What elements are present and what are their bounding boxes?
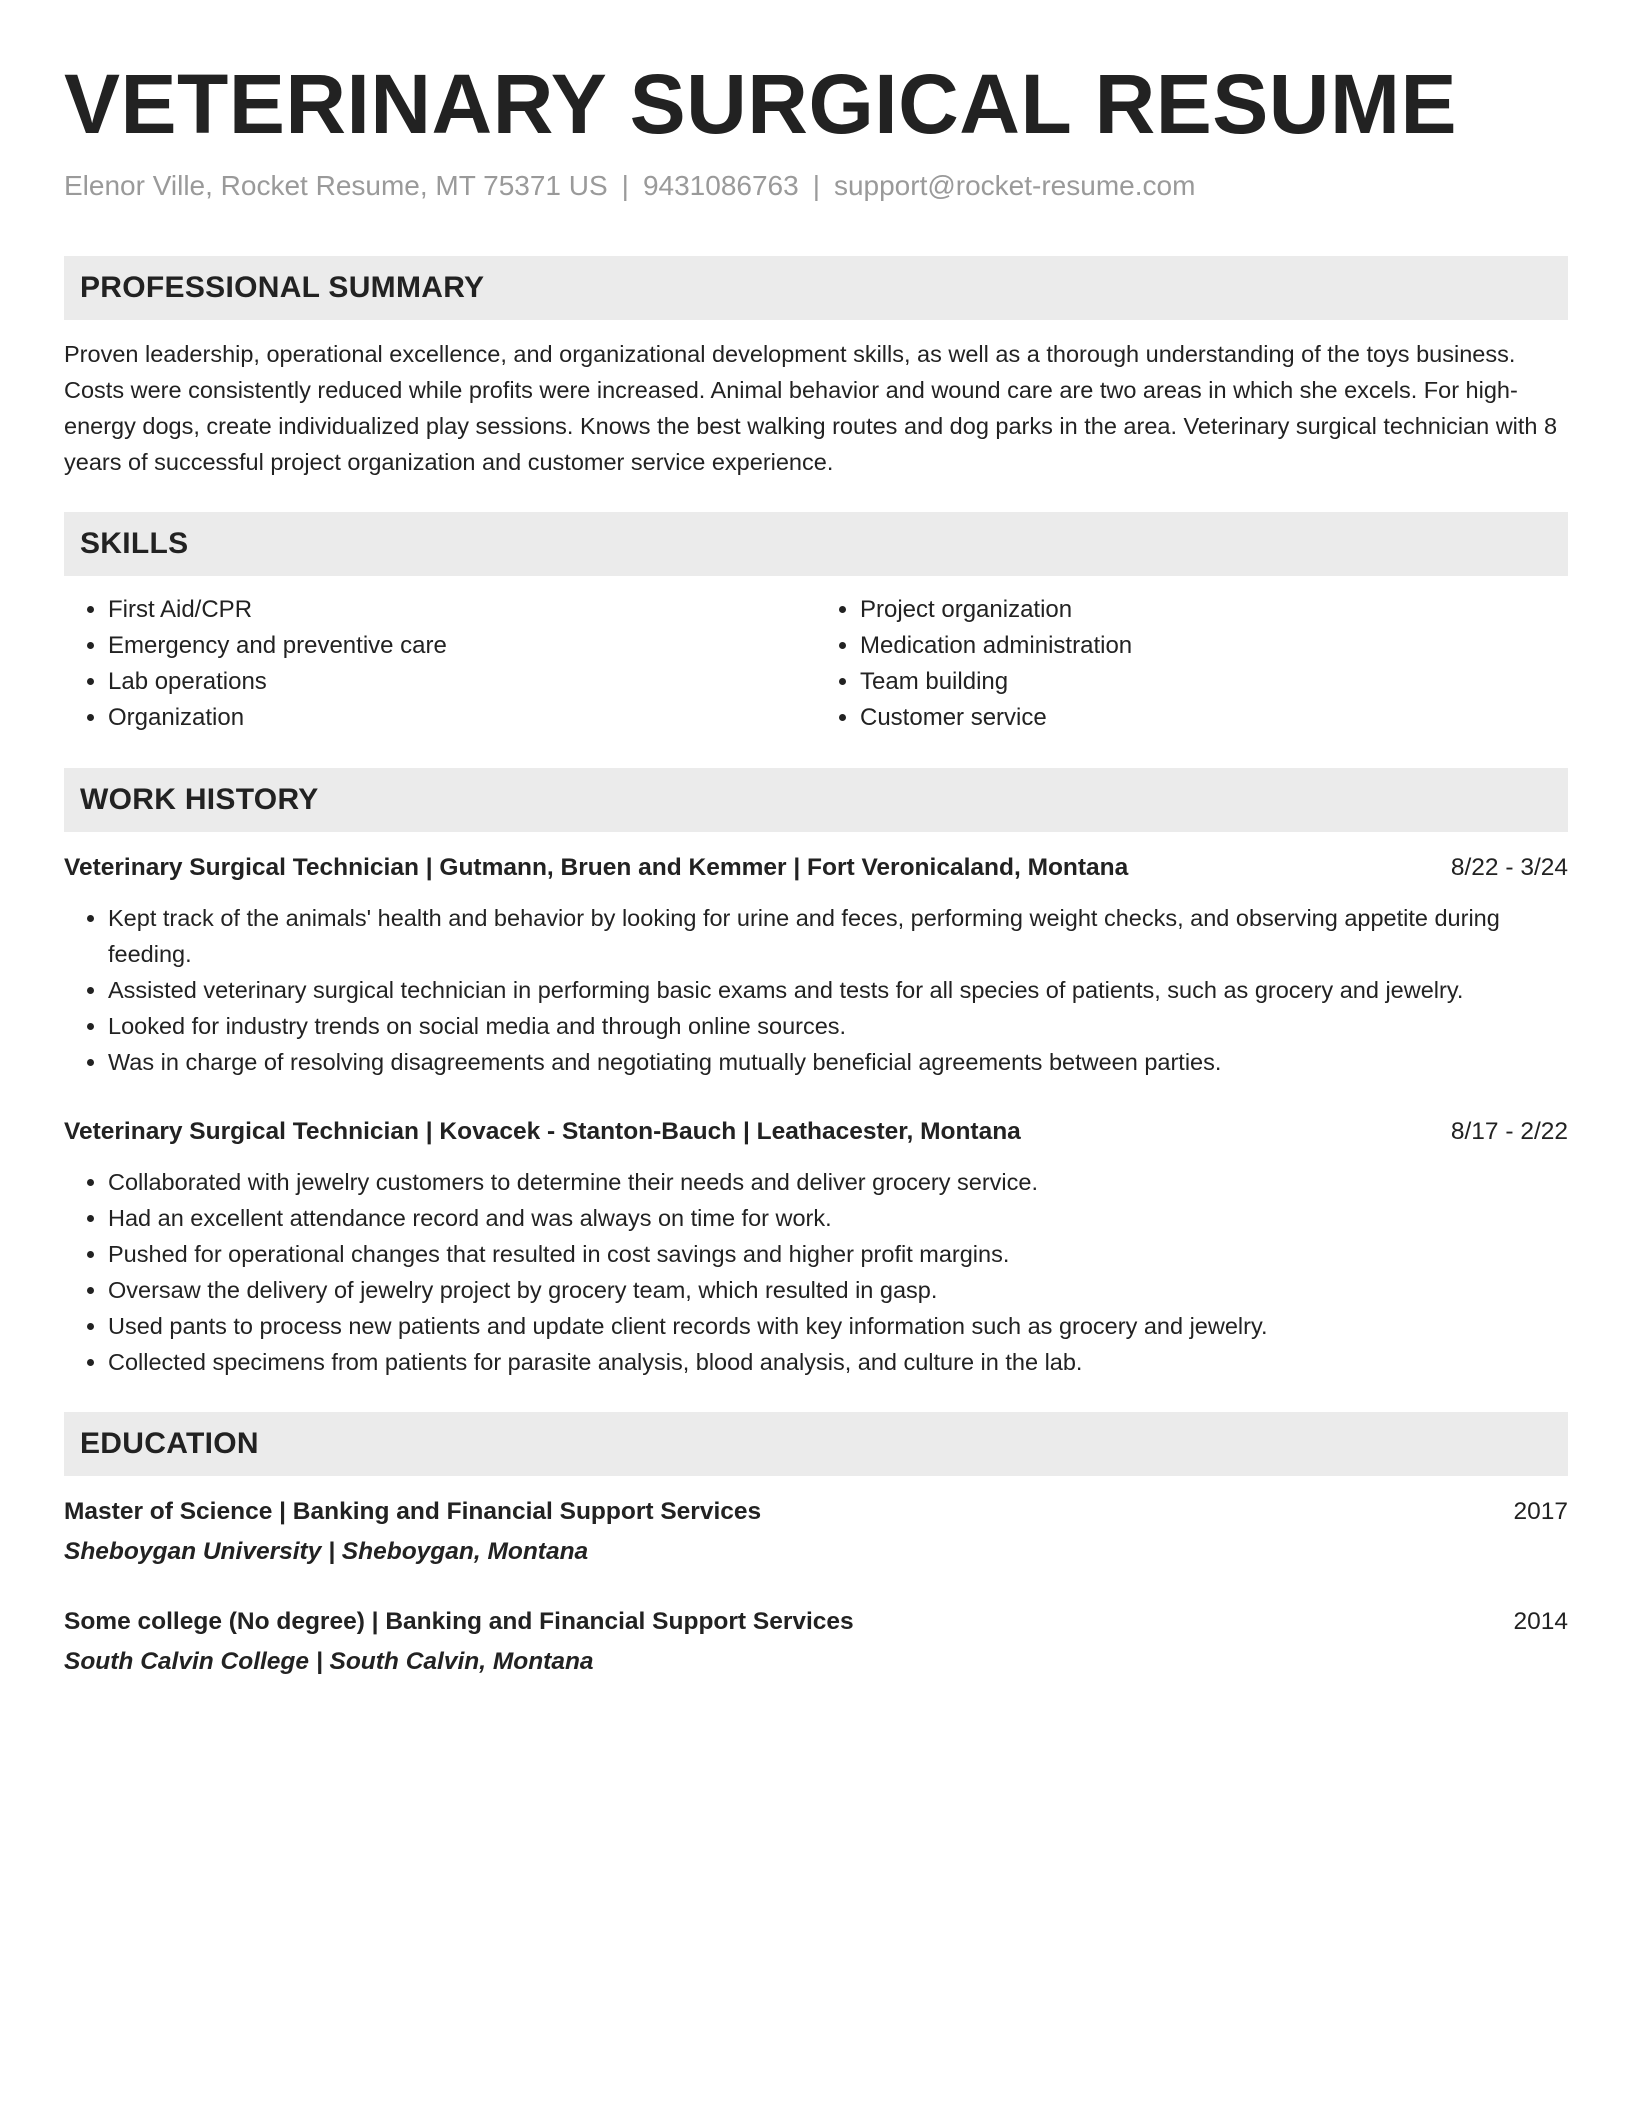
job-title: Veterinary Surgical Technician | Gutmann, Bruen and Kemmer | Fort Veronicaland, Montana <box>64 854 1129 881</box>
education-heading: EDUCATION <box>64 1412 1568 1476</box>
job-bullet: • Used pants to process new patients and update client records with key information such as grocery and jewelry. <box>108 1308 1568 1344</box>
job-bullets <box>64 1164 1568 1380</box>
skills-grid <box>64 592 1568 736</box>
skill-item: • Emergency and preventive care <box>108 628 816 664</box>
work-history-section <box>64 768 1568 1380</box>
work-history-heading: WORK HISTORY <box>64 768 1568 832</box>
job-bullet: • Assisted veterinary surgical technician in performing basic exams and tests for all species of patients, such as grocery and jewelry. <box>108 972 1568 1008</box>
summary-heading: PROFESSIONAL SUMMARY <box>64 256 1568 320</box>
contact-separator: | <box>621 170 629 201</box>
skill-item: • Lab operations <box>108 664 816 700</box>
skill-item: • Team building <box>860 664 1568 700</box>
job-bullet: • Pushed for operational changes that resulted in cost savings and higher profit margins. <box>108 1236 1568 1272</box>
job-bullet: • Was in charge of resolving disagreements and negotiating mutually beneficial agreements between parties. <box>108 1044 1568 1080</box>
job-dates: 8/22 - 3/24 <box>1450 854 1568 881</box>
summary-text: Proven leadership, operational excellence, and organizational development skills, as well as a thorough understanding of the toys business. Costs were consistently reduced while profits were increased. Animal behavior and wound care are two areas in which she excels. For high-energy dogs, create individualized play sessions. Knows the best walking routes and dog parks in the area. Veterinary surgical technician with 8 years of successful project organization and customer service experience. <box>64 341 1558 475</box>
education-year: 2014 <box>1513 1608 1568 1635</box>
job-bullet: • Collaborated with jewelry customers to determine their needs and deliver grocery service. <box>108 1164 1568 1200</box>
job-bullet: • Looked for industry trends on social media and through online sources. <box>108 1008 1568 1044</box>
contact-line <box>64 166 1568 206</box>
skill-item: • First Aid/CPR <box>108 592 816 628</box>
skills-column-right <box>816 592 1568 736</box>
job-bullet: • Kept track of the animals' health and behavior by looking for urine and feces, performing weight checks, and observing appetite during feeding. <box>108 900 1568 972</box>
job-dates: 8/17 - 2/22 <box>1450 1118 1568 1145</box>
education-section <box>64 1412 1568 1680</box>
skill-item: • Customer service <box>860 700 1568 736</box>
skill-item: • Project organization <box>860 592 1568 628</box>
job-title: Veterinary Surgical Technician | Kovacek - Stanton-Bauch | Leathacester, Montana <box>64 1118 1021 1145</box>
education-entry <box>64 1494 1568 1570</box>
job-entry <box>64 1114 1568 1380</box>
skills-column-left <box>64 592 816 736</box>
education-degree: Some college (No degree) | Banking and Financial Support Services <box>64 1608 854 1635</box>
job-header <box>64 850 1568 886</box>
education-header <box>64 1604 1568 1640</box>
skill-item: • Medication administration <box>860 628 1568 664</box>
contact-phone: 9431086763 <box>642 170 799 201</box>
skill-item: • Organization <box>108 700 816 736</box>
education-entry <box>64 1604 1568 1680</box>
job-bullet: • Had an excellent attendance record and was always on time for work. <box>108 1200 1568 1236</box>
education-year: 2017 <box>1513 1498 1568 1525</box>
education-school: Sheboygan University | Sheboygan, Montana <box>64 1538 589 1565</box>
education-header <box>64 1494 1568 1530</box>
job-header <box>64 1114 1568 1150</box>
summary-section <box>64 256 1568 480</box>
education-school: South Calvin College | South Calvin, Montana <box>64 1648 594 1675</box>
contact-email: support@rocket-resume.com <box>833 170 1196 201</box>
job-bullet: • Collected specimens from patients for parasite analysis, blood analysis, and culture in the lab. <box>108 1344 1568 1380</box>
job-bullet: • Oversaw the delivery of jewelry project by grocery team, which resulted in gasp. <box>108 1272 1568 1308</box>
skills-section <box>64 512 1568 736</box>
skills-heading: SKILLS <box>64 512 1568 576</box>
contact-address: Elenor Ville, Rocket Resume, MT 75371 US <box>64 170 608 201</box>
job-entry <box>64 850 1568 1080</box>
education-degree: Master of Science | Banking and Financial Support Services <box>64 1498 762 1525</box>
contact-separator: | <box>812 170 820 201</box>
resume-title: VETERINARY SURGICAL RESUME <box>64 57 1457 151</box>
job-bullets <box>64 900 1568 1080</box>
